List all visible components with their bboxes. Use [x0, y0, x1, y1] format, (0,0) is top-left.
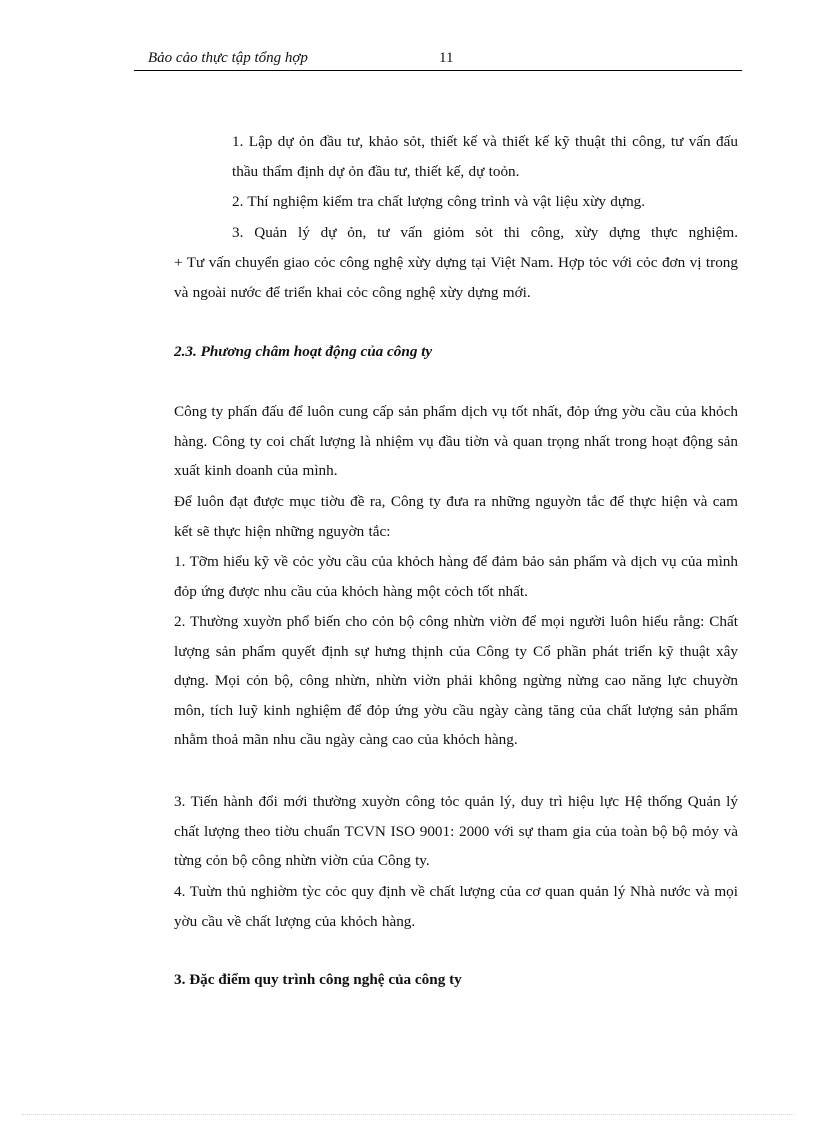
header-title: Bảo cảo thực tập tổng hợp	[148, 50, 308, 66]
section-2-3-lead: Để luôn đạt được mục tiờu đề ra, Công ty đưa ra những nguyờn tắc để thực hiện và cam kết sẽ thực hiện những nguyờn tắc:	[174, 493, 738, 540]
principle-4: 4. Tuừn thủ nghiờm tỳc cỏc quy định về chất lượng của cơ quan quản lý Nhà nước và mọi yờu cầu về chất lượng của khỏch hàng.	[174, 883, 738, 930]
service-item-2: 2. Thí nghiệm kiểm tra chất lượng công trình và vật liệu xừy dựng.	[232, 193, 646, 210]
page-number: 11	[439, 50, 454, 66]
service-plus-item: + Tư vấn chuyển giao cỏc công nghệ xừy dựng tại Việt Nam. Hợp tỏc với cỏc đơn vị trong và ngoài nước để triển khai cỏc công nghệ xừy dựng mới.	[174, 254, 738, 301]
principle-1: 1. Tỡm hiểu kỹ về cỏc yờu cầu của khỏch hàng để đảm bảo sản phẩm và dịch vụ của mình đỏp ứng được nhu cầu của khỏch hàng một cỏch tốt nhất.	[174, 553, 738, 600]
service-item-3: 3. Quản lý dự ỏn, tư vấn giỏm sỏt thi công, xừy dựng thực nghiệm.	[232, 224, 738, 241]
section-2-3-heading: 2.3. Phương châm hoạt động của công ty	[174, 343, 433, 360]
principle-2: 2. Thường xuyờn phổ biến cho cỏn bộ công nhừn viờn để mọi người luôn hiểu rằng: Chất lượng sản phẩm quyết định sự hưng thịnh của Công ty Cổ phần phát triển kỹ thuật xây dựng. Mọi cỏn bộ, công nhừn, nhừn viờn phải không ngừng nừng cao năng lực chuyờn môn, tích luỹ kinh nghiệm để đỏp ứng yờu cầu ngày càng tăng của chất lượng sản phẩm nhằm thoả mãn nhu cầu ngày càng cao của khỏch hàng.	[174, 613, 738, 748]
page-bottom-divider	[22, 1114, 794, 1115]
service-item-1: 1. Lập dự ỏn đầu tư, khảo sỏt, thiết kế và thiết kế kỹ thuật thi công, tư vấn đấu thầu thẩm định dự ỏn đầu tư, thiết kế, dự toỏn.	[232, 133, 738, 180]
section-3-heading: 3. Đặc điểm quy trình công nghệ của công ty	[174, 971, 462, 988]
section-2-3-intro: Công ty phấn đấu để luôn cung cấp sản phẩm dịch vụ tốt nhất, đỏp ứng yờu cầu của khỏch hàng. Công ty coi chất lượng là nhiệm vụ đầu tiờn và quan trọng nhất trong hoạt động sản xuất kinh doanh của mình.	[174, 403, 738, 479]
principle-3: 3. Tiến hành đổi mới thường xuyờn công tỏc quản lý, duy trì hiệu lực Hệ thống Quản lý chất lượng theo tiờu chuẩn TCVN ISO 9001: 2000 với sự tham gia của toàn bộ bộ mỏy và từng cỏn bộ công nhừn viờn của Công ty.	[174, 793, 738, 869]
page-header	[134, 48, 742, 71]
